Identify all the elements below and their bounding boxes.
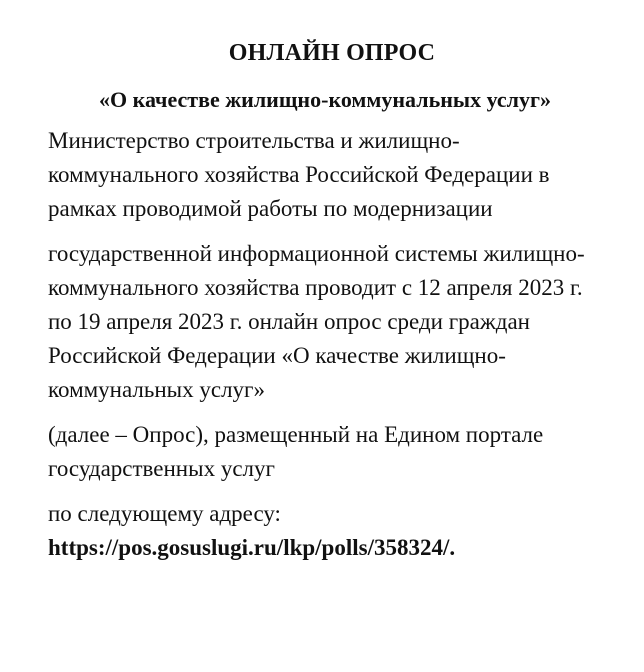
paragraph-portal: (далее – Опрос), размещенный на Едином портале государственных услуг (48, 422, 544, 481)
page-title: ОНЛАЙН ОПРОС (228, 40, 436, 66)
paragraph-address (48, 497, 596, 565)
address-intro: по следующему адресу: (48, 501, 281, 526)
paragraph-system: государственной информационной системы жилищно-коммунального хозяйства проводит с 12 апреля 2023 г. по 19 апреля 2023 г. онлайн опрос среди граждан Российской Федерации «О качестве жилищно-коммунальных услуг» (48, 241, 585, 402)
survey-subtitle: «О качестве жилищно-коммунальных услуг» (98, 87, 551, 112)
poll-link[interactable]: https://pos.gosuslugi.ru/lkp/polls/358324/. (48, 535, 456, 560)
paragraph-ministry: Министерство строительства и жилищно-коммунального хозяйства Российской Федерации в рамках проводимой работы по модернизации (48, 128, 550, 221)
